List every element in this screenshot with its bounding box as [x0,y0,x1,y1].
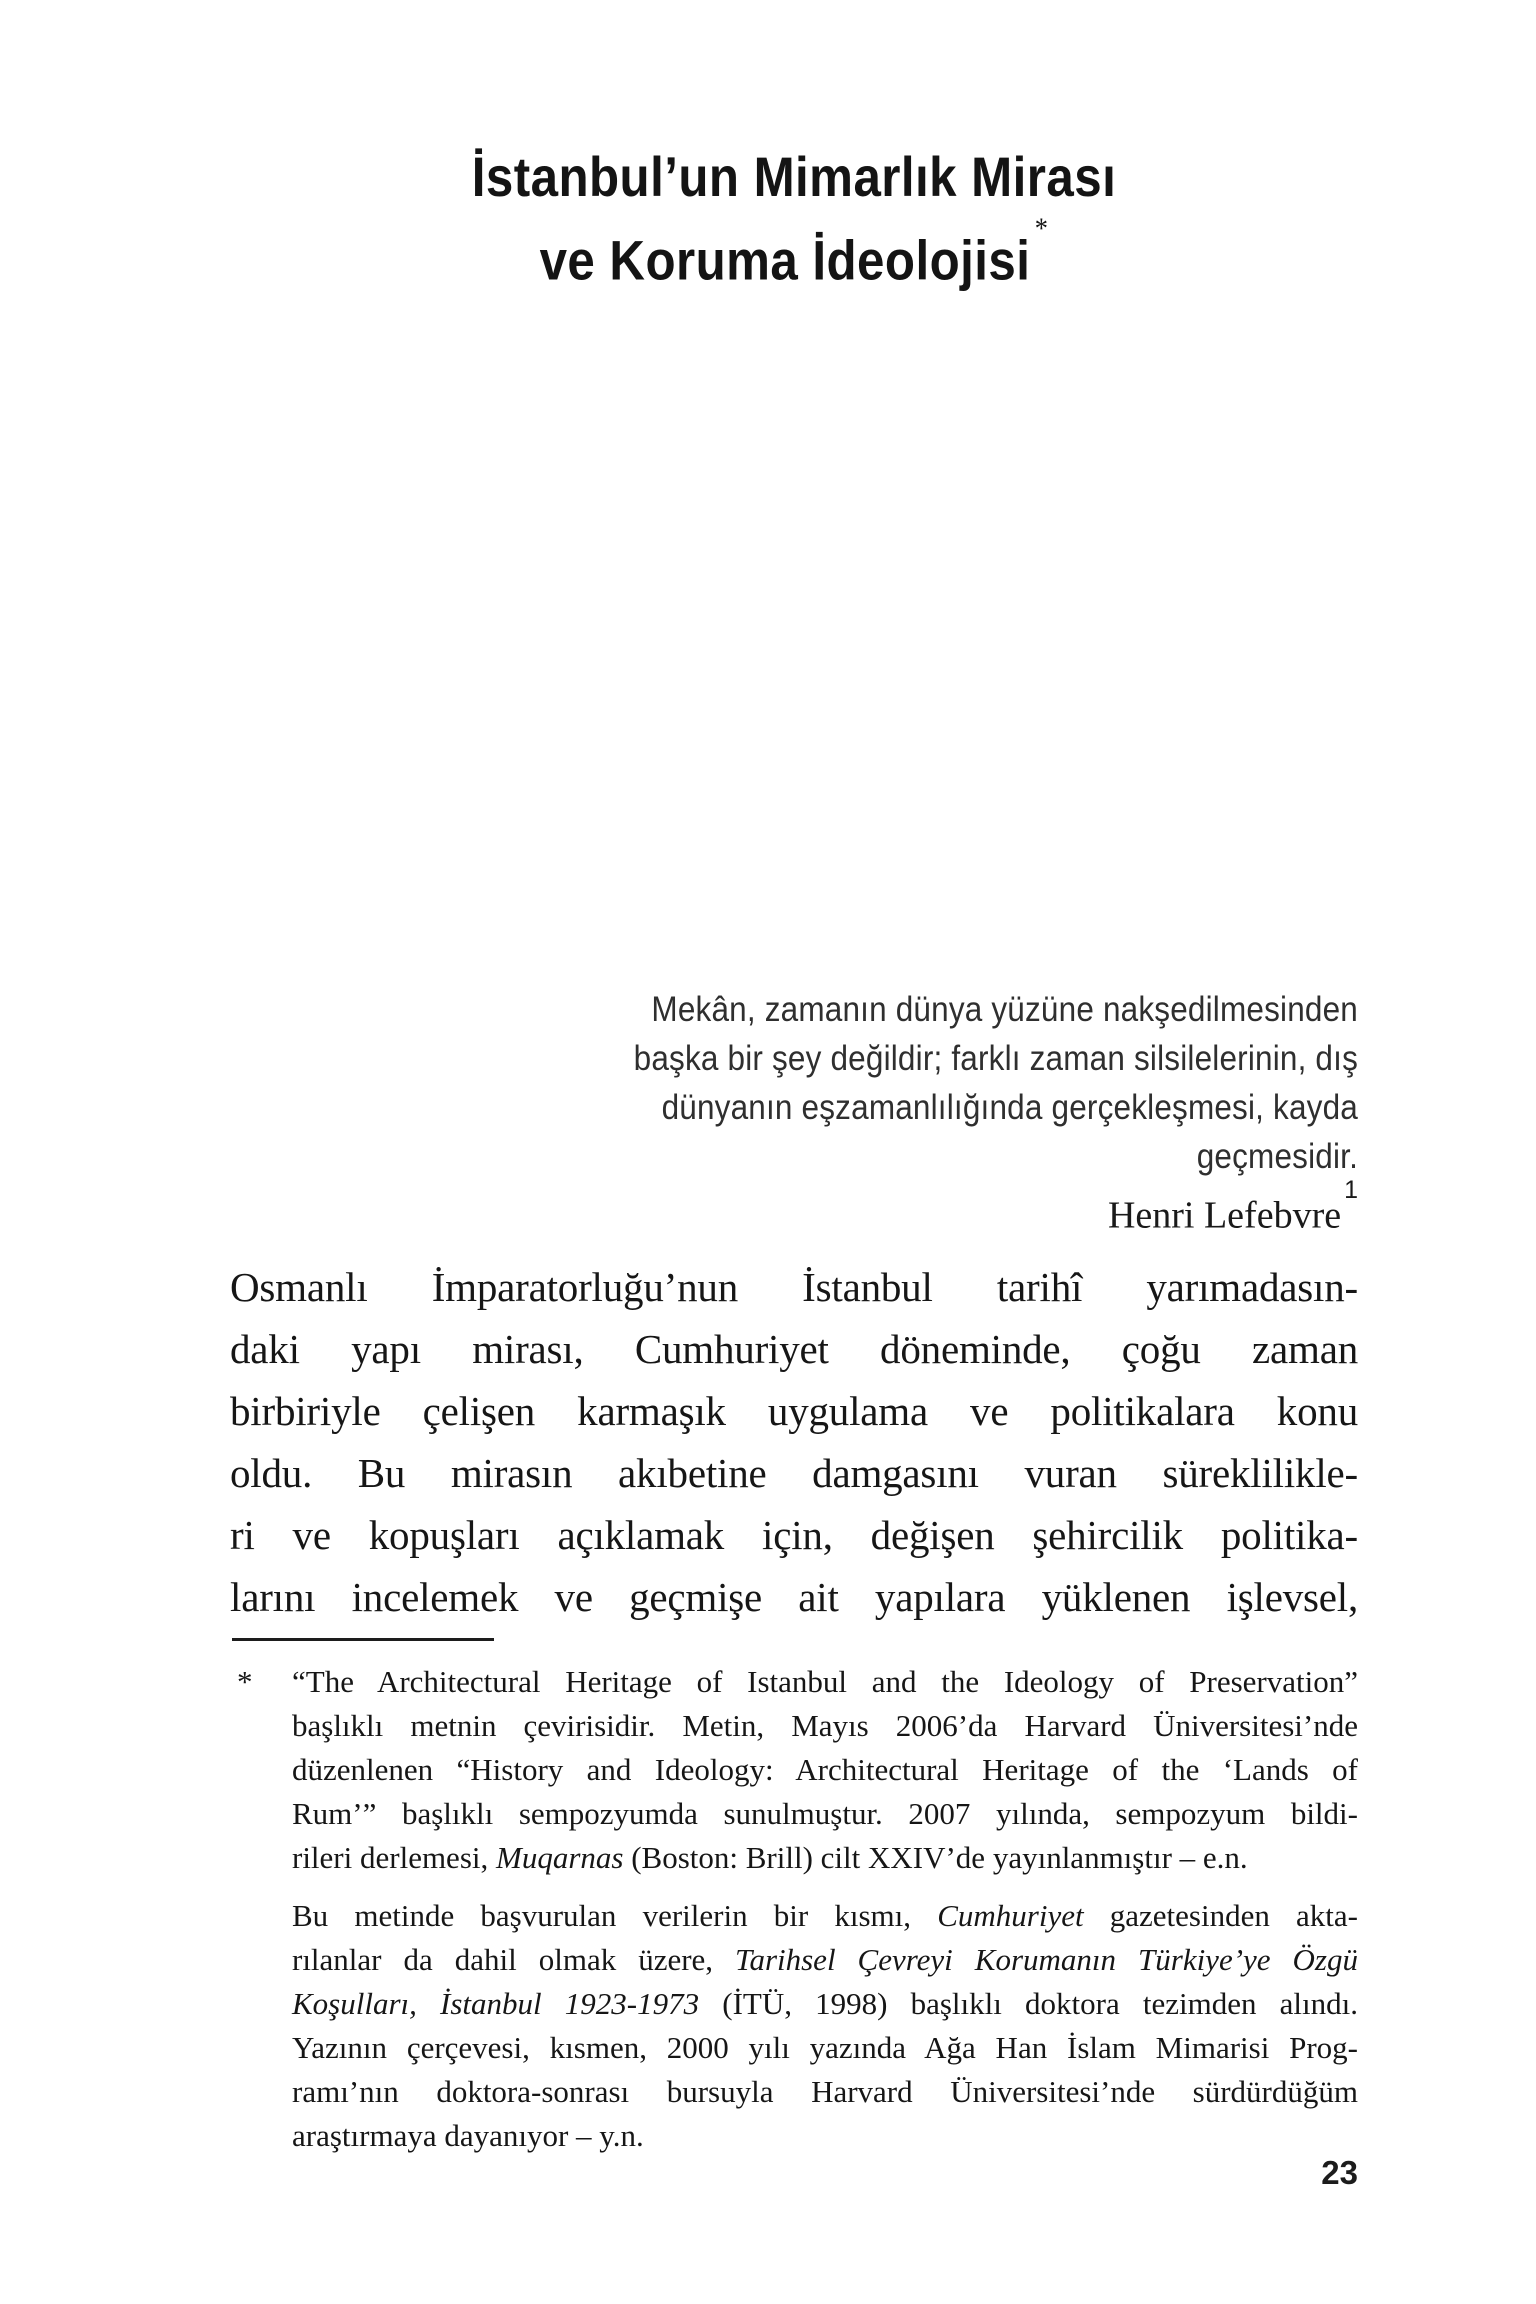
text-line: Osmanlı İmparatorluğu’nun İstanbul tarihî yarımadasın- [230,1264,1358,1311]
text-line: Koşulları, İstanbul 1923-1973 (İTÜ, 1998) başlıklı doktora tezimden alındı. [292,1986,1358,2022]
text-line: Rum’” başlıklı sempozyumda sunulmuştur. 2007 yılında, sempozyum bildi- [292,1796,1358,1832]
footnote-1-marker: * [237,1664,253,1700]
text-line: larını incelemek ve geçmişe ait yapılara yüklenen işlevsel, [230,1574,1358,1621]
text-line: Yazının çerçevesi, kısmen, 2000 yılı yazında Ağa Han İslam Mimarisi Prog- [292,2030,1358,2066]
text-line: rılanlar da dahil olmak üzere, Tarihsel Çevreyi Korumanın Türkiye’ye Özgü [292,1942,1358,1978]
text-line: ramı’nın doktora-sonrası bursuyla Harvard Üniversitesi’nde sürdürdüğüm [292,2074,1358,2110]
text-column [230,0,1358,2304]
text-line: rileri derlemesi, Muqarnas (Boston: Brill) cilt XXIV’de yayınlanmıştır – e.n. [292,1840,1248,1876]
text-line: daki yapı mirası, Cumhuriyet döneminde, çoğu zaman [230,1326,1358,1373]
footnotes [230,1660,1358,2158]
text-line: “The Architectural Heritage of Istanbul and the Ideology of Preservation” [292,1664,1358,1700]
text-line: Mekân, zamanın dünya yüzüne nakşedilmesinden [651,989,1358,1029]
footnote-1 [230,1660,1358,1880]
body-paragraph [230,1256,1358,1628]
chapter-title-line-2-text: ve Koruma İdeolojisi [539,228,1031,292]
chapter-title-line-2 [298,214,1291,298]
footnote-2-text [292,1894,1358,2158]
text-line: birbiriyle çelişen karmaşık uygulama ve politikalara konu [230,1388,1358,1435]
epigraph-note-ref: 1 [1344,1175,1358,1204]
text-line: düzenlenen “History and Ideology: Architectural Heritage of the ‘Lands of [292,1752,1358,1788]
epigraph [230,985,1358,1241]
epigraph-attribution [230,1175,1358,1241]
title-footnote-marker: * [1034,212,1049,245]
text-line: araştırmaya dayanıyor – y.n. [292,2118,644,2154]
epigraph-author: Henri Lefebvre [1107,1194,1342,1237]
text-line: oldu. Bu mirasın akıbetine damgasını vuran süreklilikle- [230,1450,1358,1497]
text-line: başka bir şey değildir; farklı zaman silsilelerinin, dış [633,1038,1358,1078]
footnote-2 [230,1894,1358,2158]
chapter-title-line-1: İstanbul’un Mimarlık Mirası [471,145,1117,208]
footnote-1-text [292,1660,1358,1880]
text-line: başlıklı metnin çevirisidir. Metin, Mayıs 2006’da Harvard Üniversitesi’nde [292,1708,1358,1744]
text-line: Bu metinde başvurulan verilerin bir kısmı, Cumhuriyet gazetesinden akta- [292,1898,1358,1934]
page-number: 23 [1321,2154,1358,2191]
footnote-divider [232,1638,494,1641]
chapter-title [298,140,1291,298]
epigraph-quote [343,985,1358,1181]
text-line: ri ve kopuşları açıklamak için, değişen şehircilik politika- [230,1512,1358,1559]
text-line: dünyanın eşzamanlılığında gerçekleşmesi, kayda [661,1087,1358,1127]
text-line: geçmesidir. [1196,1136,1358,1176]
